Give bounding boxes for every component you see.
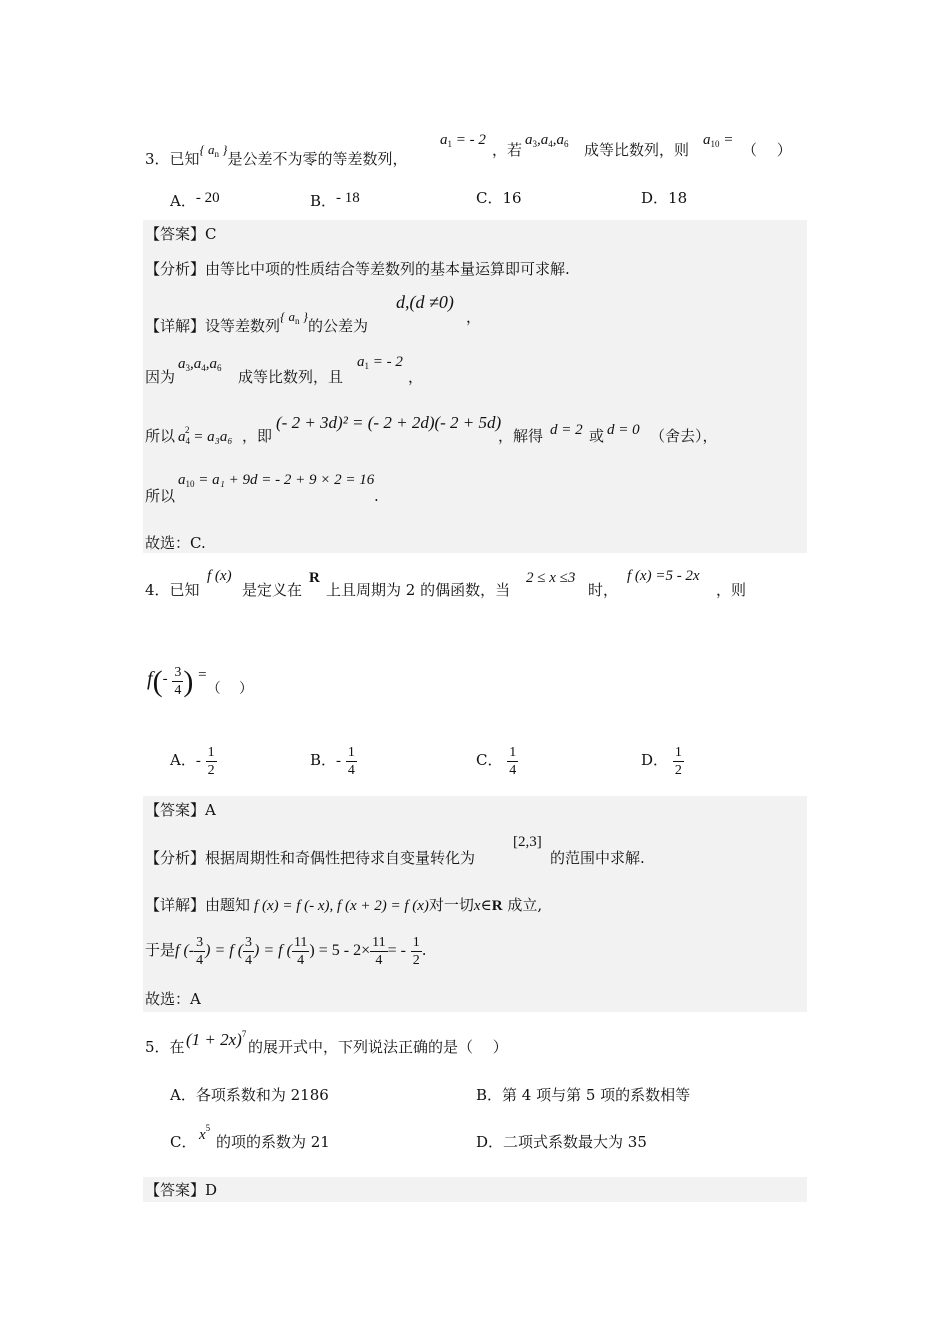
q4-stem-cont2: 上且周期为 2 的偶函数，当 (326, 581, 511, 599)
q3-analysis: 【分析】由等比中项的性质结合等差数列的基本量运算即可求解. (145, 260, 570, 278)
q3-detail-3-mid: ，即 (242, 427, 273, 445)
q5-option-a: A．各项系数和为 2186 (170, 1086, 329, 1104)
q3-detail-3-or: 或 (589, 427, 605, 445)
q3-detail-3: 所以 (145, 427, 176, 445)
q4-analysis-end: 的范围中求解. (550, 849, 645, 867)
q3-stem-cont: ，若 (492, 141, 523, 159)
q3-detail-1-math: d,(d ≠0) (396, 292, 454, 312)
q3-option-d: D．18 (641, 189, 688, 207)
q5-expr: $(1 + 2x)^7$ (186, 1029, 247, 1049)
q3-detail-1: 【详解】设等差数列{ $a_n$ }的公差为 (145, 309, 368, 335)
q3-detail-3-math2: (- 2 + 3d)² = (- 2 + 2d)(- 2 + 5d) (276, 413, 502, 432)
q3-detail-3-end: （舍去）， (650, 427, 718, 445)
q4-range: 2 ≤ x ≤3 (526, 570, 576, 586)
q3-detail-2-mid: 成等比数列，且 (238, 368, 344, 386)
q4-def: f (x) =5 - 2x (627, 568, 700, 584)
q4-option-a: A．- $\frac{1}{2}$ (170, 744, 215, 778)
q4-analysis-interval: [2,3] (513, 834, 542, 850)
q3-paren: （ ） (742, 141, 792, 159)
q3-a1-eq: $a_1$ = - 2 (440, 132, 486, 149)
q4-choose: 故选：A (145, 990, 201, 1008)
q3-option-b: B．- 18 (310, 190, 360, 210)
q3-detail-2-end: ， (408, 368, 424, 386)
q3-detail-2-a1: $a_1$ = - 2 (357, 354, 403, 371)
q5-option-d: D．二项式系数最大为 35 (476, 1133, 647, 1151)
q5-stem: 5．在 (145, 1038, 185, 1056)
q3-option-c: C．16 (476, 189, 522, 207)
q3-detail-4-end: . (374, 487, 379, 505)
q3-answer: 【答案】C (145, 225, 217, 243)
q4-option-d: D． $\frac{1}{2}$ (641, 744, 682, 778)
q3-detail-1-end: ， (466, 308, 482, 326)
q4-answer: 【答案】A (145, 801, 216, 819)
q3-stem: 3．已知{ $a_n$ }是公差不为零的等差数列， (145, 142, 408, 168)
q4-detail-2: 于是f (- $\frac{3}{4}$ ) = f ( $\frac{3}{4}$ ) = f ( $\frac{11}{4}$ ) = 5 - 2× $\frac{11}{4}$ = - $\frac{1}{2}$ . (145, 934, 427, 968)
q3-detail-3-math4: d = 0 (607, 422, 640, 438)
q3-detail-2: 因为 (145, 368, 176, 386)
q4-option-b: B．- $\frac{1}{4}$ (310, 744, 355, 778)
q5-option-b: B．第 4 项与第 5 项的系数相等 (476, 1086, 691, 1104)
q3-choose: 故选：C. (145, 534, 206, 552)
q4-detail-1: 【详解】由题知 f (x) = f (- x), f (x + 2) = f (x)对一切x∈R 成立, (145, 896, 543, 914)
q5-stem-text: 的展开式中，下列说法正确的是（ ） (248, 1038, 508, 1056)
q4-option-c: C． $\frac{1}{4}$ (476, 744, 517, 778)
q3-a10: $a_{10}$ = (703, 132, 734, 149)
q5-option-c: C． (170, 1133, 197, 1151)
q5-option-c-x: $x^5$ (199, 1123, 211, 1143)
q5-option-c-text: 的项的系数为 21 (216, 1133, 330, 1151)
q4-stem-cont4: ，则 (716, 581, 747, 599)
q3-detail-4-math: $a_{10} = a_1 + 9d$ = - 2 + 9 × 2 = 16 (178, 472, 375, 489)
q3-detail-3-math3: d = 2 (550, 422, 583, 438)
q3-option-a: A．- 20 (170, 190, 220, 210)
q3-detail-2-terms: $a_3,a_4,a_6$ (178, 356, 222, 373)
q5-answer: 【答案】D (145, 1181, 218, 1199)
q4-ask: f(- $\frac{3}{4}$ ) =（ ） (147, 664, 254, 698)
q3-detail-3-math1: $a_4^2 = a_3a_6$ (178, 425, 233, 446)
q3-detail-4: 所以 (145, 487, 176, 505)
q4-R: R (309, 570, 320, 586)
q4-fx: f (x) (207, 568, 232, 584)
q4-stem: 4．已知 (145, 581, 200, 599)
q4-analysis: 【分析】根据周期性和奇偶性把待求自变量转化为 (145, 849, 476, 867)
q3-terms: $a_3,a_4,a_6$ (525, 132, 569, 149)
q3-stem-cont2: 成等比数列，则 (584, 141, 690, 159)
q4-stem-cont3: 时， (588, 581, 619, 599)
q4-stem-cont: 是定义在 (242, 581, 303, 599)
q5-solution-box (143, 1177, 807, 1202)
q3-detail-3-mid2: ，解得 (498, 427, 544, 445)
